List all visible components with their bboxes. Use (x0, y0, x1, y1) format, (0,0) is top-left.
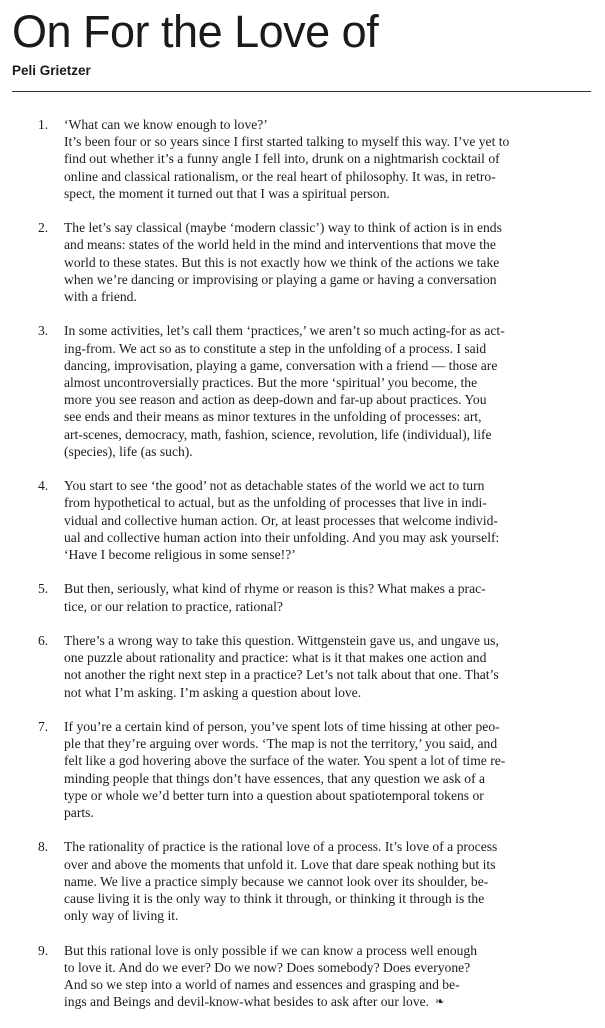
list-item (0, 477, 605, 563)
item-text-line: minding people that things don’t have essences, that any question we ask of a (64, 770, 486, 786)
end-mark-icon: ❧ (435, 995, 445, 1009)
item-text-line: name. We live a practice simply because we cannot look over its shoulder, be- (64, 873, 489, 889)
item-text-line: world to these states. But this is not exactly how we think of the actions we take (64, 254, 500, 270)
list-item (0, 116, 605, 202)
item-number: 3. (38, 323, 49, 339)
item-text-line: ings and Beings and devil-know-what besides to ask after our love. ❧ (64, 994, 445, 1010)
item-number: 7. (38, 719, 49, 735)
item-text-line: The let’s say classical (maybe ‘modern classic’) way to think of action is in ends (64, 220, 502, 236)
item-text-line: The rationality of practice is the rational love of a process. It’s love of a process (64, 839, 498, 855)
item-text-line: (species), life (as such). (64, 443, 193, 459)
item-text-line: over and above the moments that unfold it. Love that dare speak nothing but its (64, 856, 496, 872)
item-text-line: more you see reason and action as deep-down and far-up about practices. You (64, 392, 487, 408)
item-text-line: It’s been four or so years since I first started talking to myself this way. I’ve yet to (64, 134, 510, 150)
item-text-line: cause living it is the only way to think it through, or thinking it through is the (64, 891, 485, 907)
list-item (0, 838, 605, 924)
item-text-line: ple that they’re arguing over words. ‘The map is not the territory,’ you said, and (64, 736, 498, 752)
item-text-line: not what I’m asking. I’m asking a question about love. (64, 684, 362, 700)
item-text-line: In some activities, let’s call them ‘practices,’ we aren’t so much acting-for as act- (64, 323, 505, 339)
item-number: 4. (38, 478, 49, 494)
item-text-line: from hypothetical to actual, but as the unfolding of processes that live in indi- (64, 495, 487, 511)
item-text-line: But then, seriously, what kind of rhyme or reason is this? What makes a prac- (64, 581, 486, 597)
list-item (0, 942, 605, 1011)
header-divider (12, 91, 591, 92)
item-text-line: online and classical rationalism, or the real heart of philosophy. It was, in retro- (64, 168, 496, 184)
item-text-line: vidual and collective human action. Or, at least processes that welcome individ- (64, 512, 498, 528)
item-text-line: find out whether it’s a funny angle I fell into, drunk on a nightmarish cocktail of (64, 151, 500, 167)
list-item (0, 632, 605, 701)
item-number: 5. (38, 581, 49, 597)
item-text-line: type or whole we’d better turn into a question about spatiotemporal tokens or (64, 787, 484, 803)
item-number: 8. (38, 839, 49, 855)
item-text-line: with a friend. (64, 289, 137, 305)
list-item (0, 718, 605, 821)
item-text-line: If you’re a certain kind of person, you’ve spent lots of time hissing at other peo- (64, 719, 500, 735)
numbered-list (0, 116, 605, 1028)
item-text-line: And so we step into a world of names and essences and grasping and be- (64, 977, 460, 993)
item-text-line: only way of living it. (64, 908, 179, 924)
item-text-line: spect, the moment it turned out that I was a spiritual person. (64, 185, 390, 201)
item-text-line: art-scenes, democracy, math, fashion, science, revolution, life (individual), life (64, 426, 492, 442)
item-text-line: ual and collective human action into their unfolding. And you may ask yourself: (64, 529, 500, 545)
item-text-line: felt like a god hovering above the surface of the water. You spent a lot of time re- (64, 753, 506, 769)
item-text-line: ‘What can we know enough to love?’ (64, 117, 268, 132)
item-number: 1. (38, 117, 49, 132)
item-text-line: parts. (64, 805, 94, 821)
item-text-line: tice, or our relation to practice, rational? (64, 598, 283, 614)
item-text-line: when we’re dancing or improvising or playing a game or having a conversation (64, 271, 497, 287)
item-text-line: see ends and their means as minor textures in the unfolding of processes: art, (64, 409, 482, 425)
item-text-line: There’s a wrong way to take this question. Wittgenstein gave us, and ungave us, (64, 633, 499, 649)
item-text-line: ‘Have I become religious in some sense!?’ (64, 547, 296, 563)
item-text-line: to love it. And do we ever? Do we now? Does somebody? Does everyone? (64, 959, 471, 975)
item-text-line: one puzzle about rationality and practice: what is it that makes one action and (64, 650, 487, 666)
author-name: Peli Grietzer (12, 63, 91, 78)
item-number: 2. (38, 220, 49, 236)
item-text-line: almost uncontroversially practices. But the more ‘spiritual’ you become, the (64, 375, 478, 391)
article-title: On For the Love of (12, 6, 379, 57)
item-text-line: and means: states of the world held in the mind and interventions that move the (64, 237, 496, 253)
list-item (0, 580, 605, 614)
list-item (0, 219, 605, 305)
item-text-line: You start to see ‘the good’ not as detachable states of the world we act to turn (64, 478, 485, 494)
item-text-line: But this rational love is only possible if we can know a process well enough (64, 942, 478, 958)
item-text-line: ing-from. We act so as to constitute a step in the unfolding of a process. I said (64, 340, 487, 356)
list-item (0, 322, 605, 460)
item-text-line: dancing, improvisation, playing a game, conversation with a friend — those are (64, 357, 498, 373)
item-number: 9. (38, 942, 49, 958)
item-text-line: not another the right next step in a practice? Let’s not talk about that one. That’s (64, 667, 499, 683)
item-number: 6. (38, 633, 49, 649)
